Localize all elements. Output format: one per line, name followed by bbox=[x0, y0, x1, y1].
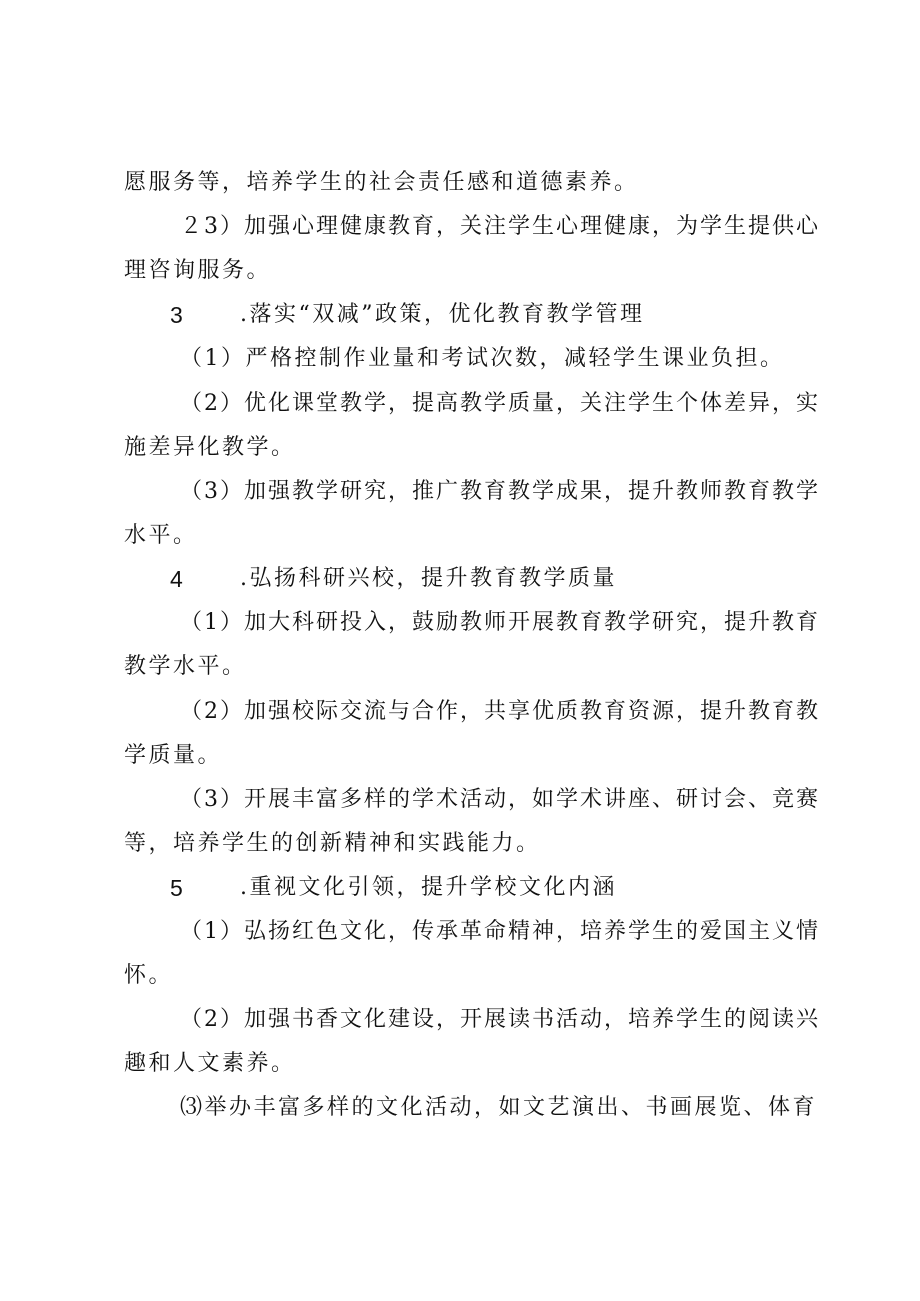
section-heading-text: .落实“双减”政策，优化教育教学管理 bbox=[240, 302, 645, 327]
paragraph-text-line: （1）弘扬红色文化，传承革命精神，培养学生的爱国主义情 bbox=[180, 919, 820, 944]
section-heading-number: 4 bbox=[170, 566, 183, 592]
paragraph-text-line: 理咨询服务。 bbox=[124, 258, 272, 283]
paragraph-text-line: 怀。 bbox=[124, 963, 174, 988]
paragraph-text-line: 水平。 bbox=[124, 523, 198, 548]
paragraph-text-line: （2）优化课堂教学，提高教学质量，关注学生个体差异，实 bbox=[180, 391, 820, 416]
section-heading-number: 5 bbox=[170, 875, 183, 901]
paragraph-text-line: 施差异化教学。 bbox=[124, 435, 296, 460]
section-heading-number: 3 bbox=[170, 302, 183, 328]
paragraph-text-line: （2）加强校际交流与合作，共享优质教育资源，提升教育教 bbox=[180, 699, 820, 724]
paragraph-text-line: （2）加强书香文化建设，开展读书活动，培养学生的阅读兴 bbox=[180, 1007, 820, 1032]
paragraph-text-line: 教学水平。 bbox=[124, 654, 247, 679]
paragraph-text-line: 愿服务等，培养学生的社会责任感和道德素养。 bbox=[124, 170, 639, 195]
paragraph-text-line: （3）开展丰富多样的学术活动，如学术讲座、研讨会、竞赛 bbox=[180, 787, 820, 812]
paragraph-text-line: 学质量。 bbox=[124, 743, 223, 768]
paragraph-text-line: （3）加强教学研究，推广教育教学成果，提升教师教育教学 bbox=[180, 479, 820, 504]
paragraph-text-line: （1）严格控制作业量和考试次数，减轻学生课业负担。 bbox=[180, 346, 785, 371]
paragraph-text-line: 趣和人文素养。 bbox=[124, 1051, 296, 1076]
paragraph-text-line: 等，培养学生的创新精神和实践能力。 bbox=[124, 831, 541, 856]
section-heading-text: .重视文化引领，提升学校文化内涵 bbox=[240, 875, 617, 900]
paragraph-text-line: ２3）加强心理健康教育，关注学生心理健康，为学生提供心 bbox=[180, 214, 820, 239]
paragraph-text-line: ⑶举办丰富多样的文化活动，如文艺演出、书画展览、体育 bbox=[180, 1095, 818, 1120]
section-heading-text: .弘扬科研兴校，提升教育教学质量 bbox=[240, 566, 617, 591]
paragraph-text-line: （1）加大科研投入，鼓励教师开展教育教学研究，提升教育 bbox=[180, 610, 820, 635]
